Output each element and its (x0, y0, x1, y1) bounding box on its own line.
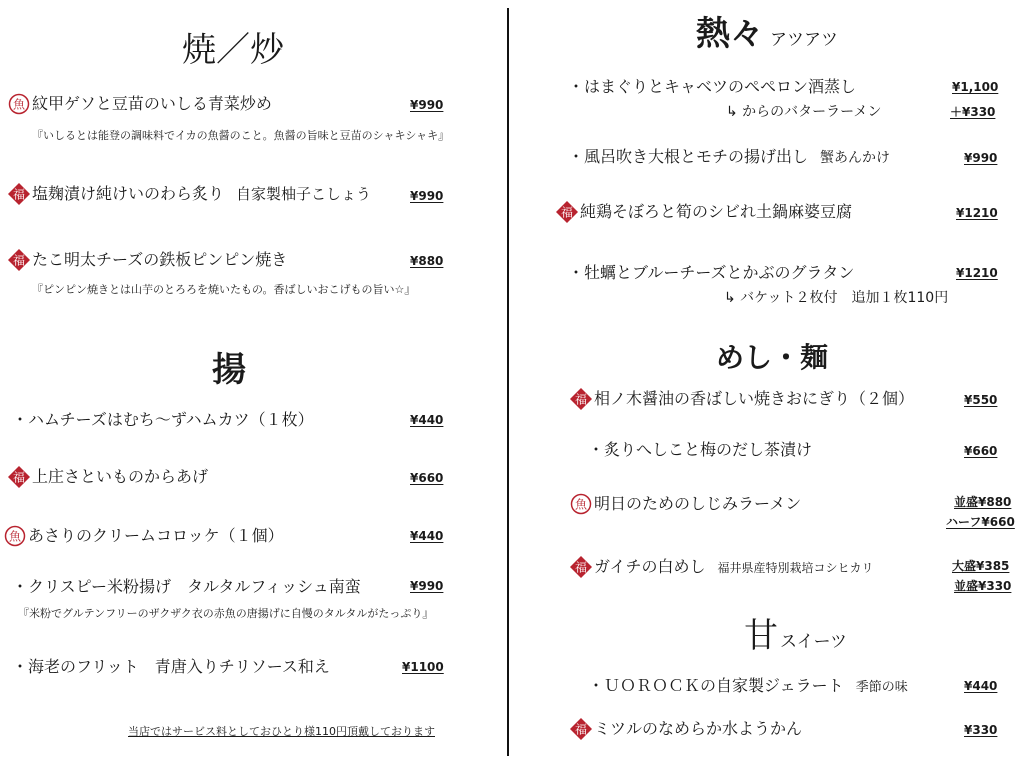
svg-text:福: 福 (574, 392, 588, 406)
menu-item-detail: 『いしるとは能登の調味料でイカの魚醤のこと。魚醤の旨味と豆苗のシャキシャキ』 (32, 129, 450, 142)
menu-item (8, 466, 208, 489)
menu-item-price: ¥550 (964, 393, 998, 407)
svg-text:福: 福 (12, 470, 26, 484)
menu-item-name: ・炙りへしこと梅のだし茶漬け (588, 440, 813, 459)
menu-item-name: 塩麹漬け純けいのわら炙り (32, 184, 225, 203)
menu-item (588, 439, 812, 461)
svg-text:福: 福 (574, 722, 588, 736)
menu-item-price-large: 大盛¥385 (952, 559, 1010, 573)
menu-item (568, 76, 856, 98)
menu-item-detail: 『ピンピン焼きとは山芋のとろろを焼いたもの。香ばしいおこげもの旨い☆』 (32, 283, 416, 296)
column-divider (507, 8, 509, 756)
menu-item-price: ¥880 (410, 254, 444, 268)
menu-item-name: ガイチの白めし (594, 557, 706, 576)
svg-text:魚: 魚 (8, 529, 22, 543)
fuku-badge-icon (8, 183, 30, 205)
menu-item (8, 93, 272, 116)
menu-item-sub: ↳ バケット２枚付 追加１枚110円 (724, 290, 949, 306)
fuku-badge-icon (8, 466, 30, 488)
svg-text:魚: 魚 (12, 97, 26, 111)
menu-item-name: 上庄さといものからあげ (32, 467, 209, 486)
fuku-badge-icon (8, 249, 30, 271)
menu-item-name: ・牡蠣とブルーチーズとかぶのグラタン (568, 263, 855, 282)
menu-item (12, 576, 361, 598)
section-title-sweets-sub: スイーツ (780, 632, 847, 652)
svg-text:福: 福 (12, 187, 26, 201)
section-title-meshi: めし・麺 (716, 341, 829, 374)
menu-item-price-half: ハーフ¥660 (946, 515, 1015, 529)
menu-item-name: 明日のためのしじみラーメン (594, 494, 802, 513)
menu-item-detail: 『米粉でグルテンフリーのザクザク衣の赤魚の唐揚げに自慢のタルタルがたっぷり』 (18, 607, 434, 620)
menu-item-name: ミツルのなめらか水ようかん (594, 719, 803, 738)
menu-item (4, 525, 284, 548)
menu-item-name: ・海老のフリット 青唐入りチリソース和え (12, 657, 330, 676)
section-title-sweets-main: 甘 (744, 616, 778, 656)
menu-item-name: ・クリスピー米粉揚げ タルタルフィッシュ南蛮 (12, 577, 361, 596)
menu-item-name: たこ明太チーズの鉄板ピンピン焼き (32, 250, 288, 269)
fuku-badge-icon (570, 388, 592, 410)
menu-item (8, 249, 287, 272)
menu-item-price: ¥990 (410, 189, 444, 203)
menu-item-price: ¥660 (964, 444, 998, 458)
menu-item-note: 季節の味 (855, 680, 908, 695)
sakana-badge-icon (8, 93, 30, 115)
section-title-atsu (696, 14, 838, 60)
menu-item-price: ¥990 (964, 151, 998, 165)
menu-item-price: ¥1100 (402, 660, 444, 674)
section-title-age: 揚 (212, 350, 246, 390)
sakana-badge-icon (4, 525, 26, 547)
section-title-atsu-sub: アツアツ (770, 30, 838, 50)
menu-item-note: 蟹あんかけ (820, 150, 891, 166)
menu-item (568, 146, 890, 169)
svg-text:福: 福 (560, 205, 574, 219)
fuku-badge-icon (570, 556, 592, 578)
menu-item (570, 556, 874, 579)
fuku-badge-icon (556, 201, 578, 223)
menu-item-name: 純鶏そぼろと筍のシビれ土鍋麻婆豆腐 (580, 202, 853, 221)
section-title-yaki: 焼／炒 (182, 30, 284, 70)
menu-item-name: ・ハムチーズはむち〜ずハムカツ（１枚） (12, 410, 314, 429)
menu-item (570, 493, 801, 516)
section-title-atsu-main: 熱々 (696, 14, 764, 54)
menu-item-sub: ↳ からのバターラーメン (726, 104, 882, 120)
menu-item-name: 相ノ木醤油の香ばしい焼きおにぎり（２個） (594, 389, 915, 408)
menu-item (8, 183, 371, 206)
menu-item-price: ¥1210 (956, 206, 998, 220)
menu-item-price: ¥440 (410, 529, 444, 543)
svg-text:魚: 魚 (574, 497, 588, 511)
menu-item-price-regular: 並盛¥330 (954, 579, 1012, 593)
menu-item (570, 718, 802, 741)
menu-item (568, 262, 854, 284)
menu-item-price: ¥660 (410, 471, 444, 485)
menu-item-price: ¥440 (410, 413, 444, 427)
menu-item-name: ・ＵＯＲＯＣＫの自家製ジェラート (588, 676, 844, 695)
menu-item-name: 紋甲ゲソと豆苗のいしる青菜炒め (32, 94, 272, 113)
menu-item-price: ¥440 (964, 679, 998, 693)
menu-item-note: 自家製柚子こしょう (236, 185, 372, 203)
menu-item-name: あさりのクリームコロッケ（１個） (28, 526, 284, 545)
menu-item-price: ¥990 (410, 579, 444, 593)
svg-text:福: 福 (12, 253, 26, 267)
menu-item-sub-price: ＋¥330 (950, 105, 996, 119)
menu-item-note: 福井県産特別栽培コシヒカリ (717, 561, 874, 575)
sakana-badge-icon (570, 493, 592, 515)
menu-item (570, 388, 914, 411)
menu-item (556, 201, 852, 224)
svg-text:福: 福 (574, 560, 588, 574)
menu-item-name: ・はまぐりとキャベツのペペロン酒蒸し (568, 77, 857, 96)
menu-item-price: ¥1,100 (952, 80, 999, 94)
fuku-badge-icon (570, 718, 592, 740)
service-charge-note: 当店ではサービス料としておひとり様110円頂戴しております (128, 725, 435, 738)
menu-item-price: ¥990 (410, 98, 444, 112)
menu-item-price: ¥330 (964, 723, 998, 737)
section-title-sweets (744, 616, 847, 662)
menu-item (12, 656, 330, 678)
menu-item (12, 409, 314, 431)
menu-item (588, 675, 908, 699)
menu-item-name: ・風呂吹き大根とモチの揚げ出し (568, 147, 809, 166)
menu-item-price: ¥1210 (956, 266, 998, 280)
menu-item-price: 並盛¥880 (954, 495, 1012, 509)
